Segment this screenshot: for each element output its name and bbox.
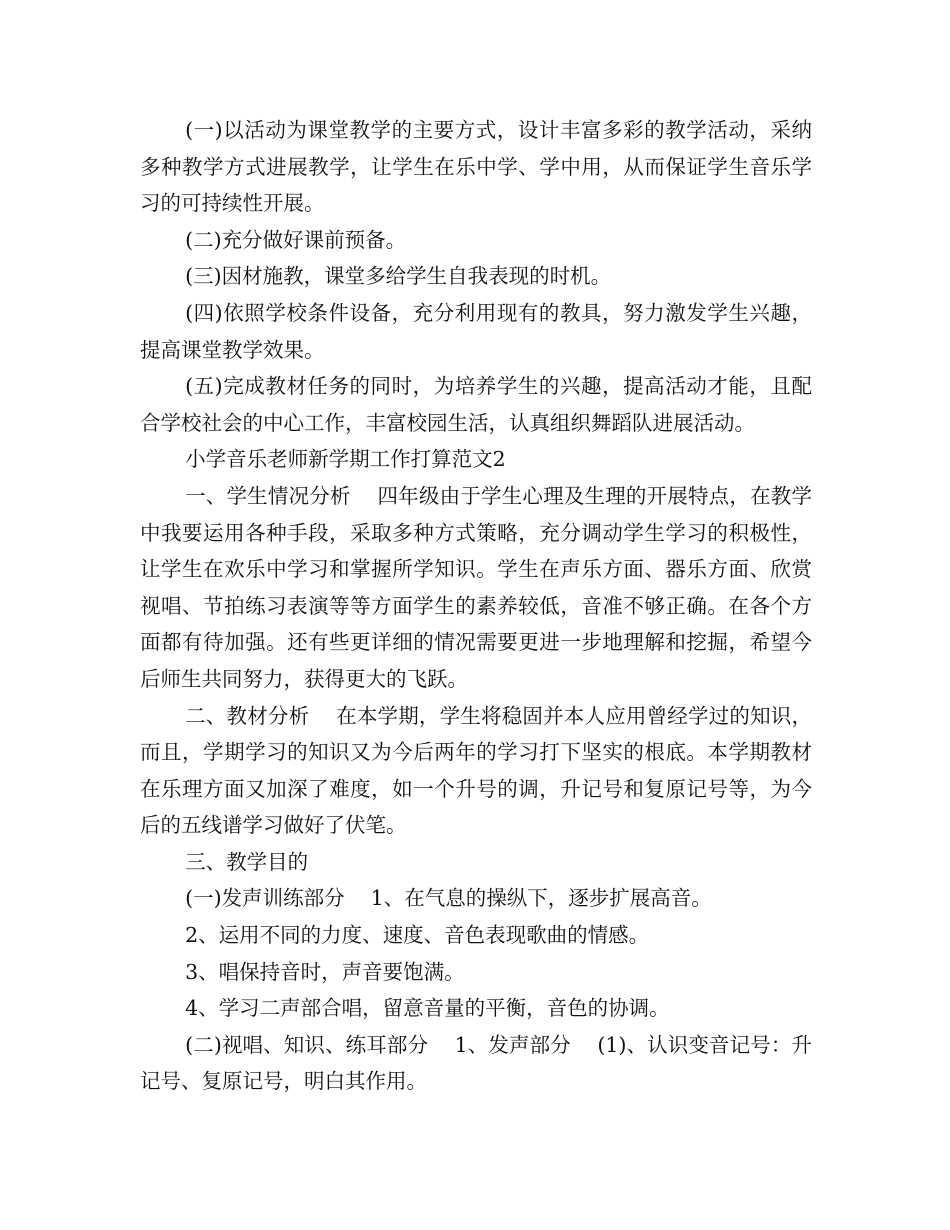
paragraph-school-equipment: (四)依照学校条件设备，充分利用现有的教具，努力激发学生兴趣，提高课堂教学效果。 [140,300,812,362]
paragraph-vocal-training: (一)发声训练部分 1、在气息的操纵下，逐步扩展高音。 [185,886,712,911]
paragraph-textbook-analysis: 二、教材分析 在本学期，学生将稳固并本人应用曾经学过的知识，而且，学期学习的知识又为今后两年的学习打下坚实的根底。本学期教材在乐理方面又加深了难度，如一个升号的调，升记号和复原记号等，为今后的五线谱学习做好了伏笔。 [140,703,812,838]
document-page [140,112,812,1100]
paragraph-dynamics-tempo: 2、运用不同的力度、速度、音色表现歌曲的情感。 [185,923,650,948]
paragraph-textbook-tasks: (五)完成教材任务的同时，为培养学生的兴趣，提高活动才能，且配合学校社会的中心工作，丰富校园生活，认真组织舞蹈队进展活动。 [140,374,812,435]
paragraph-activity-method: (一)以活动为课堂教学的主要方式，设计丰富多彩的教学活动，采纳多种教学方式进展教学，让学生在乐中学、学中用，从而保证学生音乐学习的可持续性开展。 [140,118,812,216]
paragraph-two-part-chorus: 4、学习二声部合唱，留意音量的平衡，音色的协调。 [185,996,670,1021]
paragraph-student-analysis: 一、学生情况分析 四年级由于学生心理及生理的开展特点，在教学中我要运用各种手段，采取多种方式策略，充分调动学生学习的积极性，让学生在欢乐中学习和掌握所学知识。学生在声乐方面、器乐方面、欣赏视唱、节拍练习表演等等方面学生的素养较低，音准不够正确。在各个方面都有待加强。还有些更详细的情况需要更进一步地理解和挖掘，希望今后师生共同努力，获得更大的飞跃。 [140,483,812,691]
paragraph-lesson-prep: (二)充分做好课前预备。 [185,227,407,252]
paragraph-sustained-notes: 3、唱保持音时，声音要饱满。 [185,959,465,984]
paragraph-individual-teaching: (三)因材施教，课堂多给学生自我表现的时机。 [185,264,612,289]
paragraph-sight-singing: (二)视唱、知识、练耳部分 1、发声部分 (1)、认识变音记号：升记号、复原记号，明白其作用。 [140,1032,812,1094]
section-heading-teaching-goals: 三、教学目的 [185,849,309,874]
section-heading-sample-2: 小学音乐老师新学期工作打算范文2 [185,447,506,472]
